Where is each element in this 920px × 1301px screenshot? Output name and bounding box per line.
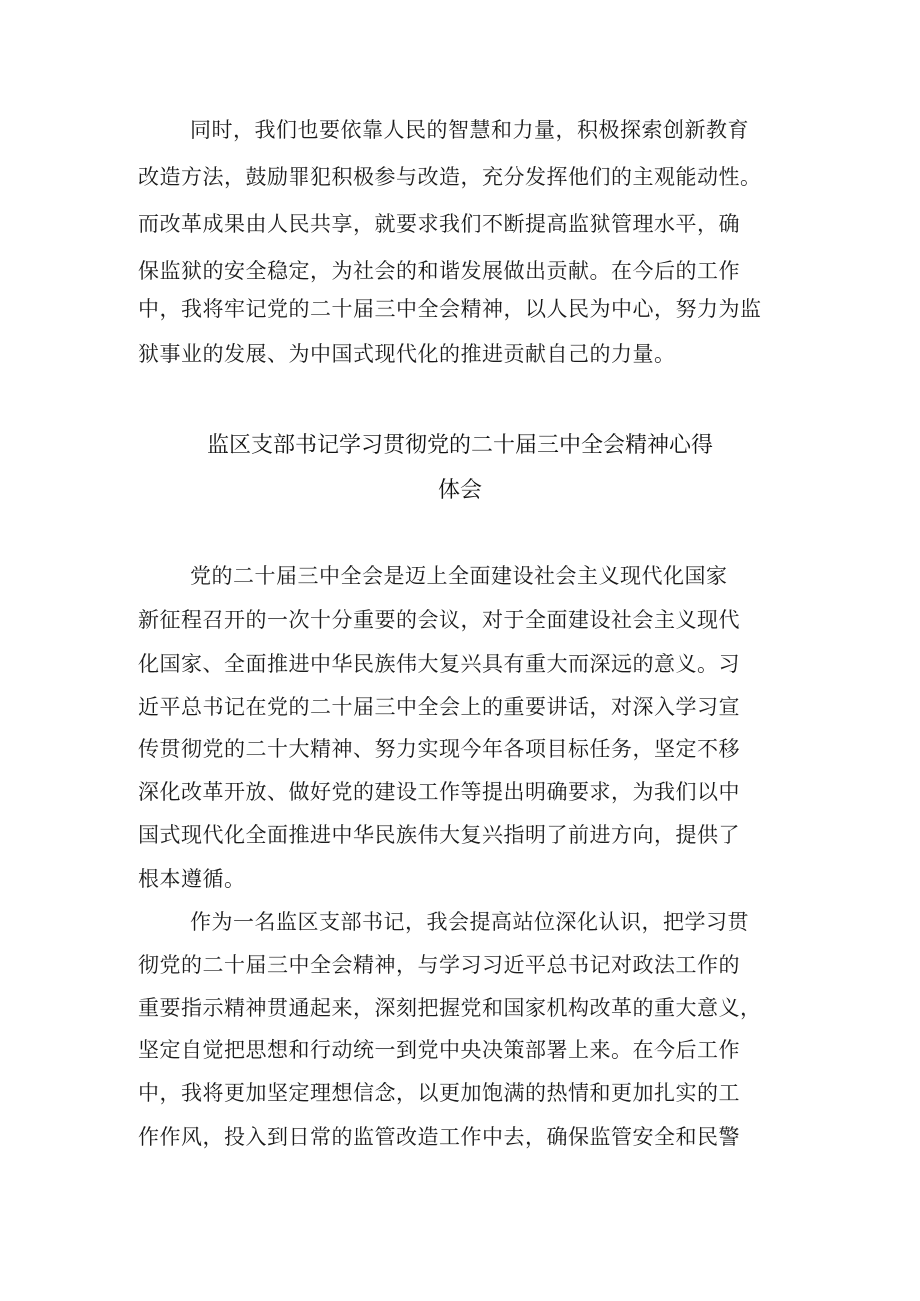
paragraph-line: 而改革成果由人民共享，就要求我们不断提高监狱管理水平，确: [138, 212, 740, 236]
paragraph-line: 改造方法，鼓励罪犯积极参与改造，充分发挥他们的主观能动性。: [138, 165, 762, 189]
paragraph-line: 作为一名监区支部书记，我会提高站位深化认识，把学习贯: [190, 910, 749, 934]
page-title: 监区支部书记学习贯彻党的二十届三中全会精神心得: [206, 433, 713, 458]
paragraph-line: 党的二十届三中全会是迈上全面建设社会主义现代化国家: [190, 564, 728, 588]
paragraph-line: 根本遵循。: [138, 867, 246, 891]
paragraph-line: 深化改革开放、做好党的建设工作等提出明确要求，为我们以中: [138, 780, 740, 804]
paragraph-line: 保监狱的安全稳定，为社会的和谐发展做出贡献。在今后的工作: [138, 259, 740, 283]
paragraph-line: 新征程召开的一次十分重要的会议，对于全面建设社会主义现代: [138, 608, 740, 632]
page-title-continued: 体会: [437, 478, 482, 503]
paragraph-line: 近平总书记在党的二十届三中全会上的重要讲话，对深入学习宣: [138, 695, 740, 719]
paragraph-line: 坚定自觉把思想和行动统一到党中央决策部署上来。在今后工作: [138, 1038, 740, 1062]
paragraph-line: 传贯彻党的二十大精神、努力实现今年各项目标任务，坚定不移: [138, 737, 740, 761]
paragraph-line: 中，我将更加坚定理想信念，以更加饱满的热情和更加扎实的工: [138, 1081, 740, 1105]
paragraph-line: 同时，我们也要依靠人民的智慧和力量，积极探索创新教育: [190, 118, 749, 142]
paragraph-line: 作作风，投入到日常的监管改造工作中去，确保监管安全和民警: [138, 1125, 740, 1149]
paragraph-line: 狱事业的发展、为中国式现代化的推进贡献自己的力量。: [138, 342, 676, 366]
paragraph-line: 中，我将牢记党的二十届三中全会精神，以人民为中心，努力为监: [138, 297, 762, 321]
paragraph-line: 国式现代化全面推进中华民族伟大复兴指明了前进方向，提供了: [138, 823, 740, 847]
paragraph-line: 重要指示精神贯通起来，深刻把握党和国家机构改革的重大意义，: [138, 996, 762, 1020]
paragraph-line: 彻党的二十届三中全会精神，与学习习近平总书记对政法工作的: [138, 953, 740, 977]
paragraph-line: 化国家、全面推进中华民族伟大复兴具有重大而深远的意义。习: [138, 652, 740, 676]
